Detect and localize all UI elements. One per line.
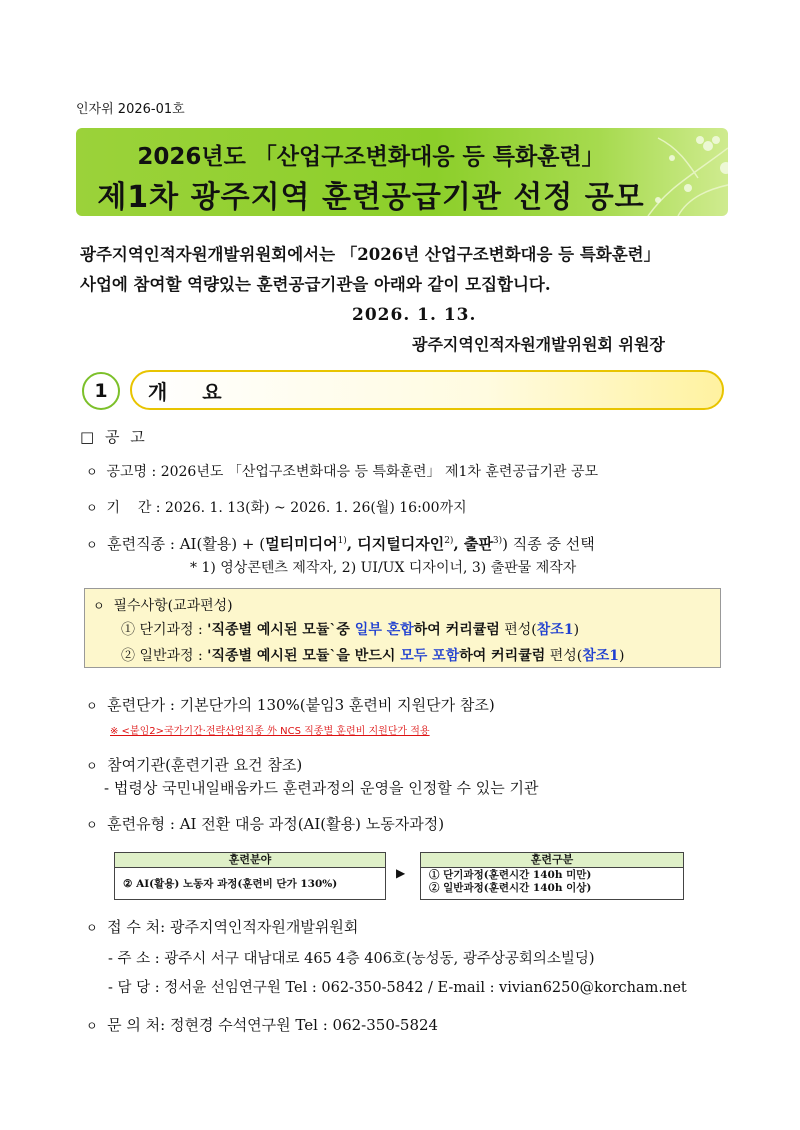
training-division-box bbox=[420, 852, 684, 900]
requirement-text: 편성( bbox=[499, 622, 537, 638]
requirement-label: 일반과정 : bbox=[139, 648, 208, 664]
item-title-label: 공고명 : bbox=[106, 464, 161, 480]
bullet: ㅇ bbox=[86, 759, 98, 773]
section-title: 개 요 bbox=[148, 380, 236, 404]
requirement-text: ) bbox=[619, 648, 625, 664]
requirement-general-course bbox=[121, 645, 625, 665]
requirement-text: 하여 커리큘럼 bbox=[459, 648, 546, 664]
footnote-mark: 2) bbox=[444, 536, 454, 546]
requirement-text: 편성( bbox=[545, 648, 583, 664]
bullet: ㅇ bbox=[93, 599, 105, 613]
item-title bbox=[86, 461, 598, 481]
requirement-text: 하여 커리큘럼 bbox=[413, 622, 500, 638]
training-division-header: 훈련구분 bbox=[421, 853, 683, 868]
item-jobs-publishing: , 출판 bbox=[453, 535, 493, 553]
arrow-right-icon: ▶ bbox=[396, 866, 406, 880]
training-division-short: ① 단기과정(훈련시간 140h 미만) bbox=[429, 869, 592, 881]
flower-decoration-icon bbox=[588, 128, 728, 216]
item-jobs-label: 훈련직종 : bbox=[107, 535, 180, 553]
training-division-body bbox=[421, 868, 683, 898]
bullet: ㅇ bbox=[86, 699, 98, 713]
intro-text bbox=[80, 240, 730, 300]
requirements-box bbox=[84, 588, 721, 668]
announcement-date: 2026. 1. 13. bbox=[352, 305, 477, 325]
requirement-text: '직종별 예시된 모듈`중 bbox=[207, 622, 355, 638]
reference-link: 참조1 bbox=[582, 648, 620, 664]
item-period-label: 기 간 : bbox=[106, 500, 165, 516]
banner-title-line2: 제1차 광주지역 훈련공급기관 선정 공모 bbox=[97, 180, 645, 215]
bullet: ㅇ bbox=[86, 465, 98, 479]
section-number: 1 bbox=[82, 372, 120, 410]
item-jobs bbox=[86, 533, 595, 554]
training-field-box bbox=[114, 852, 386, 900]
document-number: 인자위 2026-01호 bbox=[76, 102, 185, 117]
item-jobs-tail: ) 직종 중 선택 bbox=[502, 535, 595, 553]
item-org bbox=[86, 754, 302, 775]
item-address: - 주 소 : 광주시 서구 대남대로 465 4층 406호(농성동, 광주상공회의소빌딩) bbox=[108, 951, 595, 967]
requirement-number: ② bbox=[121, 648, 135, 664]
requirement-text: ) bbox=[573, 622, 580, 638]
item-title-value: 2026년도 「산업구조변화대응 등 특화훈련」 제1차 훈련공급기관 공모 bbox=[160, 464, 599, 480]
bullet: ㅇ bbox=[86, 818, 98, 832]
item-receiver bbox=[86, 916, 358, 937]
requirement-highlight: 일부 혼합 bbox=[354, 622, 414, 638]
bullet: ㅇ bbox=[86, 921, 98, 935]
requirement-number: ① bbox=[121, 622, 135, 638]
signature: 광주지역인적자원개발위원회 위원장 bbox=[412, 335, 665, 354]
item-price bbox=[86, 694, 495, 715]
training-division-general: ② 일반과정(훈련시간 140h 이상) bbox=[429, 882, 592, 894]
item-org-sub: - 법령상 국민내일배움카드 훈련과정의 운영을 인정할 수 있는 기관 bbox=[104, 779, 539, 797]
item-jobs-ai: AI(활용) + ( bbox=[179, 535, 266, 553]
training-field-header: 훈련분야 bbox=[115, 853, 385, 868]
item-receiver-text: 접 수 처: 광주지역인적자원개발위원회 bbox=[107, 918, 359, 936]
bullet: ㅇ bbox=[86, 501, 98, 515]
section-header bbox=[130, 370, 724, 410]
item-price-text: 훈련단가 : 기본단가의 130%(붙임3 훈련비 지원단가 참조) bbox=[107, 696, 495, 714]
footnote-mark: 1) bbox=[337, 536, 347, 546]
requirement-label: 단기과정 : bbox=[139, 622, 208, 638]
training-field-body: ② AI(활용) 노동자 과정(훈련비 단가 130%) bbox=[123, 878, 338, 890]
footnote-mark: 3) bbox=[492, 536, 503, 546]
item-inquiry bbox=[86, 1014, 438, 1035]
intro-line2: 사업에 참여할 역량있는 훈련공급기관을 아래와 같이 모집합니다. bbox=[80, 275, 551, 294]
banner-title-line1: 2026년도 「산업구조변화대응 등 특화훈련」 bbox=[137, 144, 605, 170]
bullet: ㅇ bbox=[86, 538, 98, 552]
requirements-title bbox=[93, 595, 233, 615]
item-jobs-digital-design: , 디지털디자인 bbox=[346, 535, 445, 553]
intro-line1: 광주지역인적자원개발위원회에서는 「2026년 산업구조변화대응 등 특화훈련」 bbox=[80, 245, 661, 264]
requirement-text: '직종별 예시된 모듈`을 반드시 bbox=[207, 648, 401, 664]
reference-link: 참조1 bbox=[536, 622, 574, 638]
item-jobs-note: * 1) 영상콘텐츠 제작자, 2) UI/UX 디자이너, 3) 출판물 제작자 bbox=[190, 560, 577, 576]
bullet: ㅇ bbox=[86, 1019, 98, 1033]
title-banner bbox=[76, 128, 728, 216]
item-period-value: 2026. 1. 13(화) ~ 2026. 1. 26(월) 16:00까지 bbox=[164, 500, 467, 516]
item-period bbox=[86, 497, 467, 517]
item-inquiry-text: 문 의 처: 정현경 수석연구원 Tel : 062-350-5824 bbox=[107, 1016, 439, 1034]
price-note: ※ <붙임2>국가기간·전략산업직종 外 NCS 직종별 훈련비 지원단가 적용 bbox=[110, 726, 430, 737]
item-type-text: 훈련유형 : AI 전환 대응 과정(AI(활용) 노동자과정) bbox=[107, 815, 445, 833]
subheading-announcement: □ 공 고 bbox=[80, 428, 148, 446]
item-manager: - 담 당 : 정서윤 선임연구원 Tel : 062-350-5842 / E-mail : vivian6250@korcham.net bbox=[108, 980, 687, 996]
item-type bbox=[86, 813, 444, 834]
requirement-short-course bbox=[121, 619, 579, 639]
requirements-title-text: 필수사항(교과편성) bbox=[113, 598, 233, 614]
requirement-highlight: 모두 포함 bbox=[400, 648, 460, 664]
item-jobs-multimedia: 멀티미디어 bbox=[265, 535, 338, 553]
item-org-text: 참여기관(훈련기관 요건 참조) bbox=[107, 756, 303, 774]
